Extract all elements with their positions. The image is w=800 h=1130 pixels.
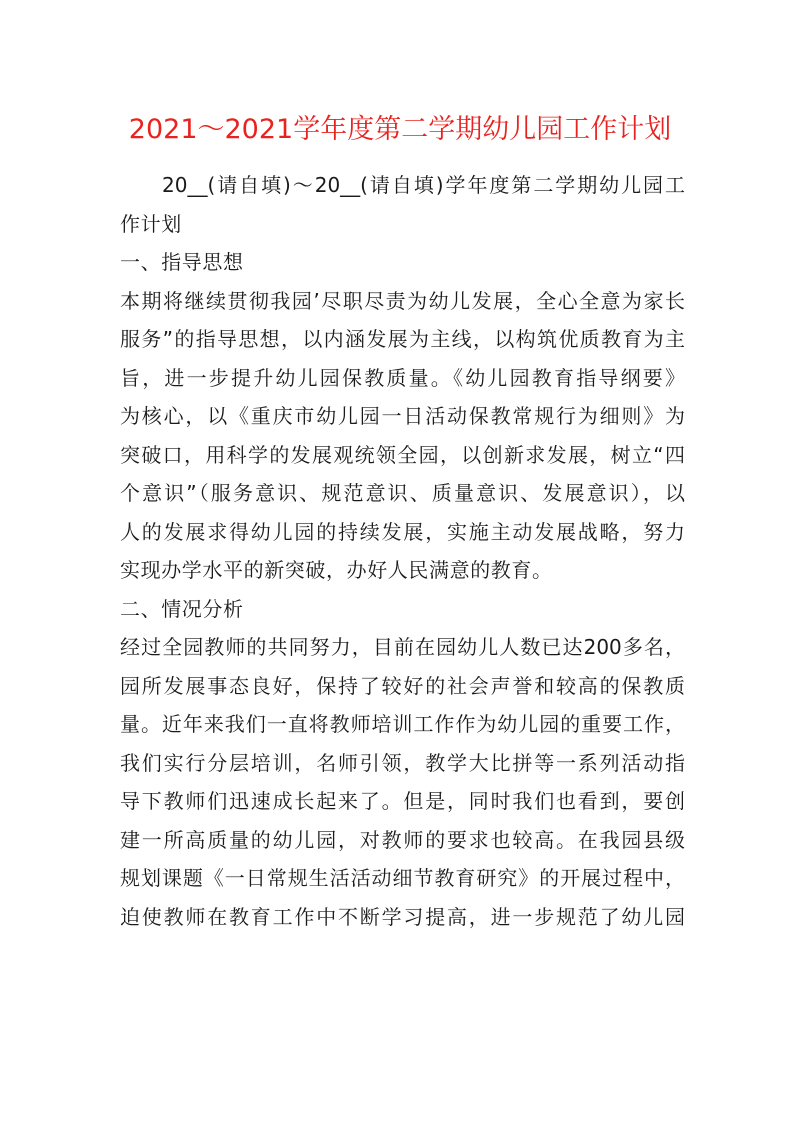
text-line: 量。近年来我们一直将教师培训工作作为幼儿园的重要工作，	[120, 712, 685, 736]
text-line: 实现办学水平的新突破，办好人民满意的教育。	[120, 558, 553, 582]
text-line: 旨，进一步提升幼儿园保教质量。《幼儿园教育指导纲要》	[120, 365, 685, 390]
text-line: 作计划	[120, 211, 182, 236]
text-line: 规划课题《一日常规生活活动细节教育研究》的开展过程中，	[120, 866, 685, 890]
text-line: 我们实行分层培训，名师引领，教学大比拼等一系列活动指	[120, 750, 685, 775]
text-line: 服务”的指导思想，以内涵发展为主线，以构筑优质教育为主	[120, 327, 685, 351]
text-line: 突破口，用科学的发展观统领全园，以创新求发展，树立“四	[120, 442, 685, 467]
page-title: 2021～2021学年度第二学期幼儿园工作计划	[128, 114, 672, 145]
text-line: 园所发展事态良好，保持了较好的社会声誉和较高的保教质	[120, 673, 685, 698]
text-line: 人的发展求得幼儿园的持续发展，实施主动发展战略，努力	[120, 519, 685, 544]
text-line: 建一所高质量的幼儿园，对教师的要求也较高。在我园县级	[120, 827, 685, 852]
text-line: 为核心，以《重庆市幼儿园一日活动保教常规行为细则》为	[120, 404, 685, 428]
text-line: 个意识”（服务意识、规范意识、质量意识、发展意识），以	[120, 481, 685, 505]
text-line: 20__(请自填)～20__(请自填)学年度第二学期幼儿园工	[162, 173, 685, 197]
text-line: 经过全园教师的共同努力，目前在园幼儿人数已达200多名，	[120, 635, 685, 659]
text-line: 本期将继续贯彻我园’尽职尽责为幼儿发展，全心全意为家长	[120, 288, 685, 313]
section-heading: 一、指导思想	[120, 250, 244, 274]
text-line: 迫使教师在教育工作中不断学习提高，进一步规范了幼儿园	[120, 904, 685, 929]
section-heading: 二、情况分析	[120, 596, 244, 621]
document-body	[120, 166, 685, 936]
text-line: 导下教师们迅速成长起来了。但是，同时我们也看到，要创	[120, 789, 685, 813]
